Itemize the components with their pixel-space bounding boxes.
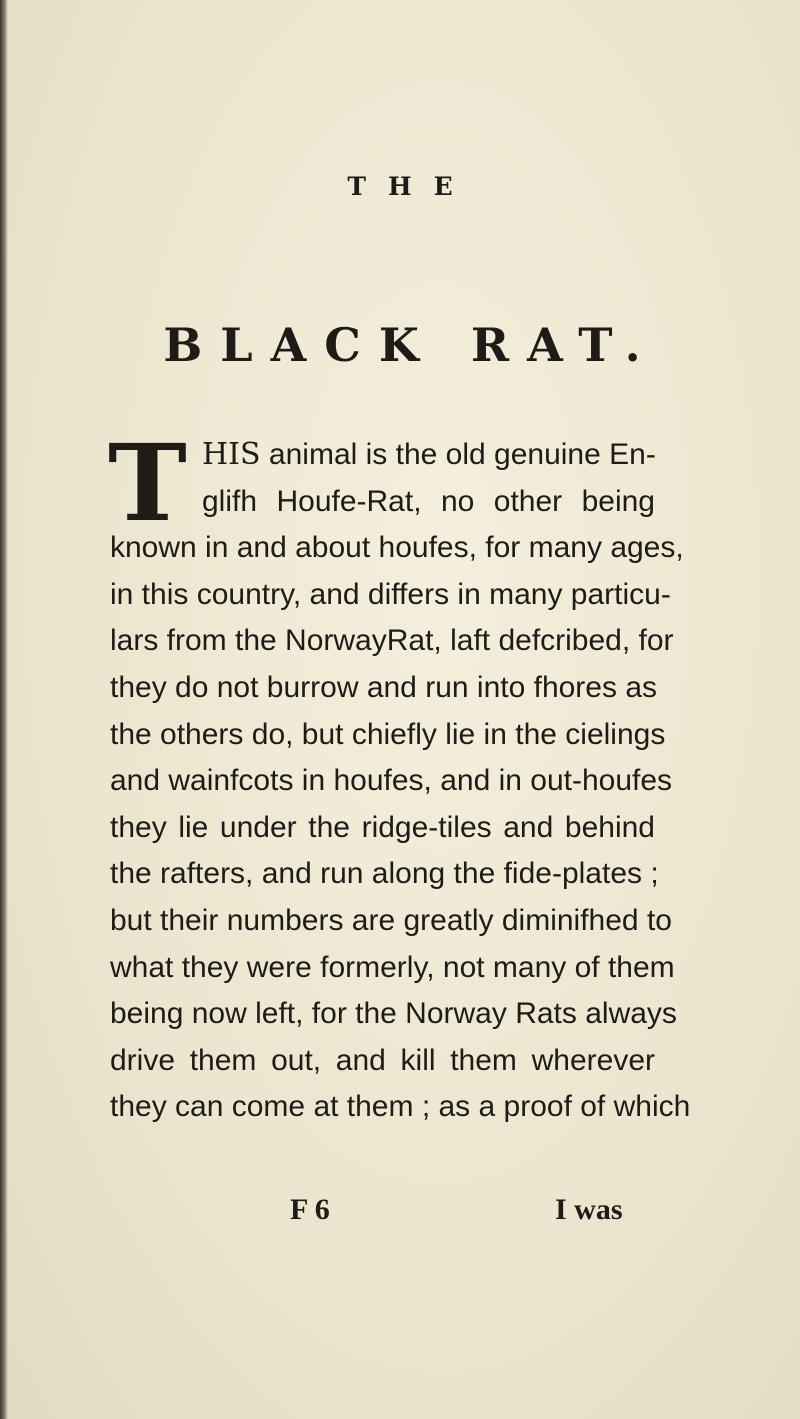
text-line-1: HIS animal is the old genuine En-	[202, 437, 656, 472]
text-line-10: the rafters, and run along the fide-plates ;	[110, 857, 659, 891]
text-line-7: the others do, but chiefly lie in the cielings	[110, 717, 666, 751]
text-line-3: known in and about houfes, for many ages,	[110, 531, 684, 565]
text-line-8: and wainfcots in houfes, and in out-houfes	[110, 764, 673, 798]
text-line-14: drive them out, and kill them wherever	[110, 1043, 655, 1077]
catchword: I was	[555, 1193, 623, 1226]
first-word: HIS	[202, 437, 261, 472]
binding-shadow	[0, 0, 8, 1419]
body-paragraph	[108, 420, 691, 1131]
text-line-13: being now left, for the Norway Rats always	[110, 997, 677, 1031]
signature-mark: F 6	[290, 1193, 330, 1226]
drop-cap: T	[108, 420, 187, 545]
heading-the: THE	[347, 172, 475, 201]
text-line-4: in this country, and differs in many particu-	[110, 577, 671, 611]
text-line-6: they do not burrow and run into fhores as	[110, 670, 658, 704]
page-title: BLACK RAT.	[163, 318, 659, 372]
text-line-11: but their numbers are greatly diminifhed to	[110, 903, 672, 937]
text-line-15: they can come at them ; as a proof of which	[110, 1090, 691, 1124]
text-line-5: lars from the NorwayRat, laft defcribed, for	[110, 624, 674, 658]
text-line-9: they lie under the ridge-tiles and behind	[110, 810, 655, 844]
text-line-12: what they were formerly, not many of them	[110, 950, 675, 984]
text-line-2: glifh Houfe-Rat, no other being	[202, 484, 655, 518]
